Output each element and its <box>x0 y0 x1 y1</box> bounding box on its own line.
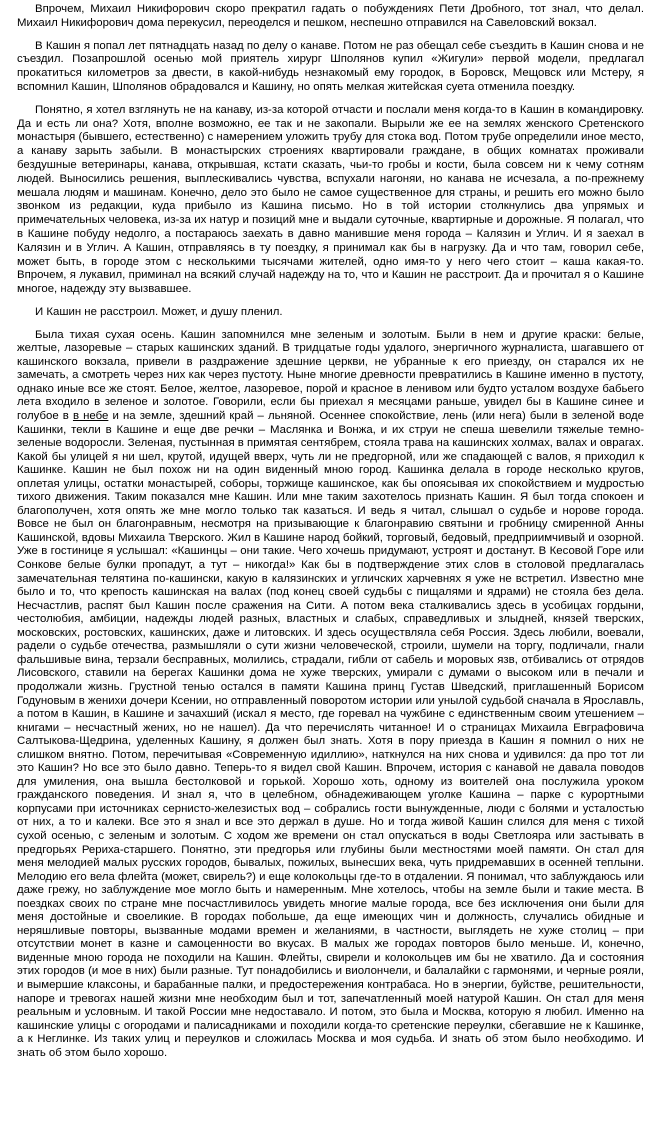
paragraph-2: В Кашин я попал лет пятнадцать назад по делу о канаве. Потом не раз обещал себе съездить в Кашин снова и не съездил. Позапрошлой осенью мой приятель хирург Шполянов купил «Жигули» первой модели, предлагал прокатиться километров за двести, в какой-нибудь незнакомый ему городок, в Боровск, Мещовск или Мстеру, я вспомнил Кашин, Шполянов обрадовался и Кашину, но опять мелкая житейская суета отменила поездку. <box>17 39 644 93</box>
paragraph-5-text-end: и на земле, здешний край – льняной. Осеннее спокойствие, лень (или нега) были в зеленой воде Кашинки, текли в Кашине и еще две речки – Маслянка и Вонжа, и их струи не спеша шевелили тяжелые темно-зеленые водоросли. Зеленая, пустынная в примятая сентябрем, стояла трава на кашинских холмах, валах и оврагах. Какой бы улицей я ни шел, крутой, идущей вверх, чуть ли не предгорной, или же спадающей с валов, я приходил к Кашинке. Кашин не был похож ни на один виденный мною город. Кашинка делала в городе несколько кругов, оплетая улицы, остатки монастырей, соборы, торжище кашинское, как бы опоясывая их спокойствием и мудростью тихого движения. Таким показался мне Кашин. Или мне таким захотелось признать Кашин. Я был тогда спокоен и благополучен, хотя опять же мне могло только так казаться. И ведь я читал, слышал о судьбе и норове города. Вовсе не был он благонравным, несмотря на призывающие к благонравию святыни и гробницу смиренной Анны Кашинской, вдовы Михаила Тверского. Жил в Кашине народ бойкий, торговый, бедовый, предприимчивый и озорной. Уже в гостинице я услышал: «Кашинцы – они такие. Чего хочешь придумают, устроят и достанут. В Кесовой Горе или Сонкове белые булки пропадут, а тут – никогда!» Как бы в подтверждение этих слов в столовой предлагалась замечательная телятина по-кашински, какую в калязинских и угличских харчевнях я уже не встретил. Известно мне было и то, что крепость кашинская на валах (под конец своей судьбы с пищалями и ядрами) не стояла без дела. Несчастлив, распят был Кашин после сражения на Сити. А потом века сталкивались здесь в усобицах гордыни, честолюбия, амбиции, надежды людей разных, властных и слабых, справедливых и злыдней, князей тверских, московских, ростовских, кашинских, даже и литовских. И здесь осуществляла себя Россия. Здесь любили, воевали, радели о судьбе отечества, размышляли о сути жизни человеческой, строили, шумели на торгу, подличали, гнали фальшивые вина, терзали бесправных, молились, страдали, гибли от сабель и моровых язв, отбивались от отрядов Лисовского, ставили на берегах Кашинки дома не хуже тверских, умирали с думами о высоком или в печали и продолжали жизнь. Грустной тенью остался в памяти Кашина принц Густав Шведский, приглашенный Борисом Годуновым в женихи дочери Ксении, но отправленный поворотом истории или унылой судьбой сначала в Ярославль, а потом в Кашин, в Кашине и зачахший (искал я место, где горевал на чужбине с единственным своим утешением – книгами – несчастный жених, но не нашел). Да что перечислять читанное! И о страницах Михаила Евграфовича Салтыкова-Щедрина, уделенных Кашину, я должен был знать. Хотя в пору приезда в Кашин я помнил о них не слишком внятно. Потом, перечитывая «Современную идиллию», наткнулся на них снова и удивился: да про тот ли это Кашин? Но все это было давно. Теперь-то я видел свой Кашин. Впрочем, история с канавой не давала поводов для умиления, она вышла бестолковой и горькой. Хорошо хоть, одному из воителей она послужила уроком гражданского поведения. И знал я, что в целебном, обнадеживающем уголке Кашина – парке с курортными корпусами при источниках сернисто-железистых вод – собрались гости вынужденные, люди с болями и усталостью от них, а то и калеки. Все это я знал и все это держал в душе. Но и тогда живой Кашин слился для меня с тихой сухой осенью, с зеленым и золотым. С ходом же времени он стал опускаться в воды Светлояра или застывать в предгорьях Рериха-старшего. Понятно, эти предгорья или глубины были местностями моей памяти. Он стал для меня мелодией малых русских городов, бывалых, пожилых, вынесших века, чуть придремавших в осенней теплыни. Мелодию его вела флейта (может, свирель?) и еще колокольцы где-то в отдалении. Я понимал, что заблуждаюсь или даже грежу, но заблуждение мое могло быть и намеренным. Мне хотелось, чтобы на земле были и такие места. В поездках своих по стране мне посчастливилось увидеть многие малые города, все без исключения они были для меня достойные и своеликие. В городах побольше, да еще имеющих чин и должность, случались обидные и неряшливые повторы, вызванные модами времен и желаниями, в частности, выглядеть не хуже столиц – при отсутствии монет в казне и самоценности во вкусах. В малых же городах повторов было меньше. И, конечно, виденные мною города не походили на Кашин. Флейты, свирели и колокольцев им бы не хватило. Да и состояния этих городов (и мое в них) были разные. Тут понадобились и виолончели, и балалайки с гармонями, и черные рояли, и вымершие клаксоны, и барабанные палки, и предостережения контрабаса. Но в энергии, буйстве, решительности, напоре и тревогах нашей жизни мне необходим был и тот, запечатленный моей натурой Кашин. Он стал для меня реальным и условным. И такой России мне недоставало. И потом, это была и Москва, которую я любил. Именно на кашинские улицы с огородами и палисадниками и походили когда-то сретенские переулки, сбегавшие не к Кашинке, а к Неглинке. Из таких улиц и переулков и сложилась Москва и моя судьба. И знать об этом было необходимо. И знать об этом было хорошо. <box>17 410 645 1059</box>
paragraph-4: И Кашин не расстроил. Может, и душу пленил. <box>35 305 283 318</box>
paragraph-5-text-start: Была тихая сухая осень. Кашин запомнился мне зеленым и золотым. Были в нем и другие краски: белые, желтые, лазоревые – старых кашинских зданий. В тридцатые годы удалого, энергичного журналиста, шагавшего от кашинского вокзала, привели в раздражение здешние церкви, не убранные к его приезду, он старался их не замечать, а смотреть через них как через пустоту. Ныне многие древности превратились в Кашине именно в пустоту, однако иные все же стоят. Белое, желтое, лазоревое, порой и красное в ленивом или будто усталом воздухе бабьего лета входило в зеленое и золотое. Говорили, если бы приехал я месяцами раньше, увидел бы в Кашине синее и голубое в <box>17 328 644 423</box>
in-the-sky-link[interactable]: в небе <box>72 410 109 423</box>
paragraph-3: Понятно, я хотел взглянуть не на канаву, из-за которой отчасти и послали меня когда-то в Кашин в командировку. Да и есть ли она? Хотя, вполне возможно, ее так и не закопали. Вырыли же ее на землях женского Сретенского монастыря (бывшего, естественно) с намерением уложить трубу для стока вод. Потом трубе определили иное место, а канаву зарыть забыли. В монастырских строениях квартировали граждане, в общих комнатах проживали бездушные ветеринары, канава, открывшая, кстати сказать, чьи-то гробы и кости, была совсем ни к чему сотням людей. Выносились решения, выплескивались чувства, вспухали нагоняи, но канава не исчезала, а по-прежнему мешала людям и машинам. Конечно, дело это было не самое существенное для страны, и решить его можно было звонком из редакции, куда прибыло из Кашина письмо. Но в той истории столкнулись два упрямых и примечательных человека, из-за их натур и позиций мне и выдали суточные, квартирные и дорожные. Я полагал, что в Кашине побуду недолго, а постараюсь заехать в давно манившие меня города – Калязин и Углич. И я заехал в Калязин и в Углич. А Кашин, отправляясь в ту поездку, я принимал как бы в нагрузку. Да и что там, говорил себе, может быть, в городе этом с несколькими тысячами жителей, одно имя-то у него чего стоит – каша какая-то. Впрочем, я лукавил, приминал на всякий случай надежду на то, что и Кашин не расстроит. Да и прочитал я о Кашине многое, надежду эту вызвавшее. <box>17 103 644 296</box>
paragraph-1: Впрочем, Михаил Никифорович скоро прекратил гадать о побуждениях Пети Дробного, тот знал, что делал. Михаил Никифорович дома перекусил, переоделся и пешком, неспешно отправился на Савеловский вокзал. <box>17 3 644 29</box>
paragraph-5 <box>17 329 644 1061</box>
